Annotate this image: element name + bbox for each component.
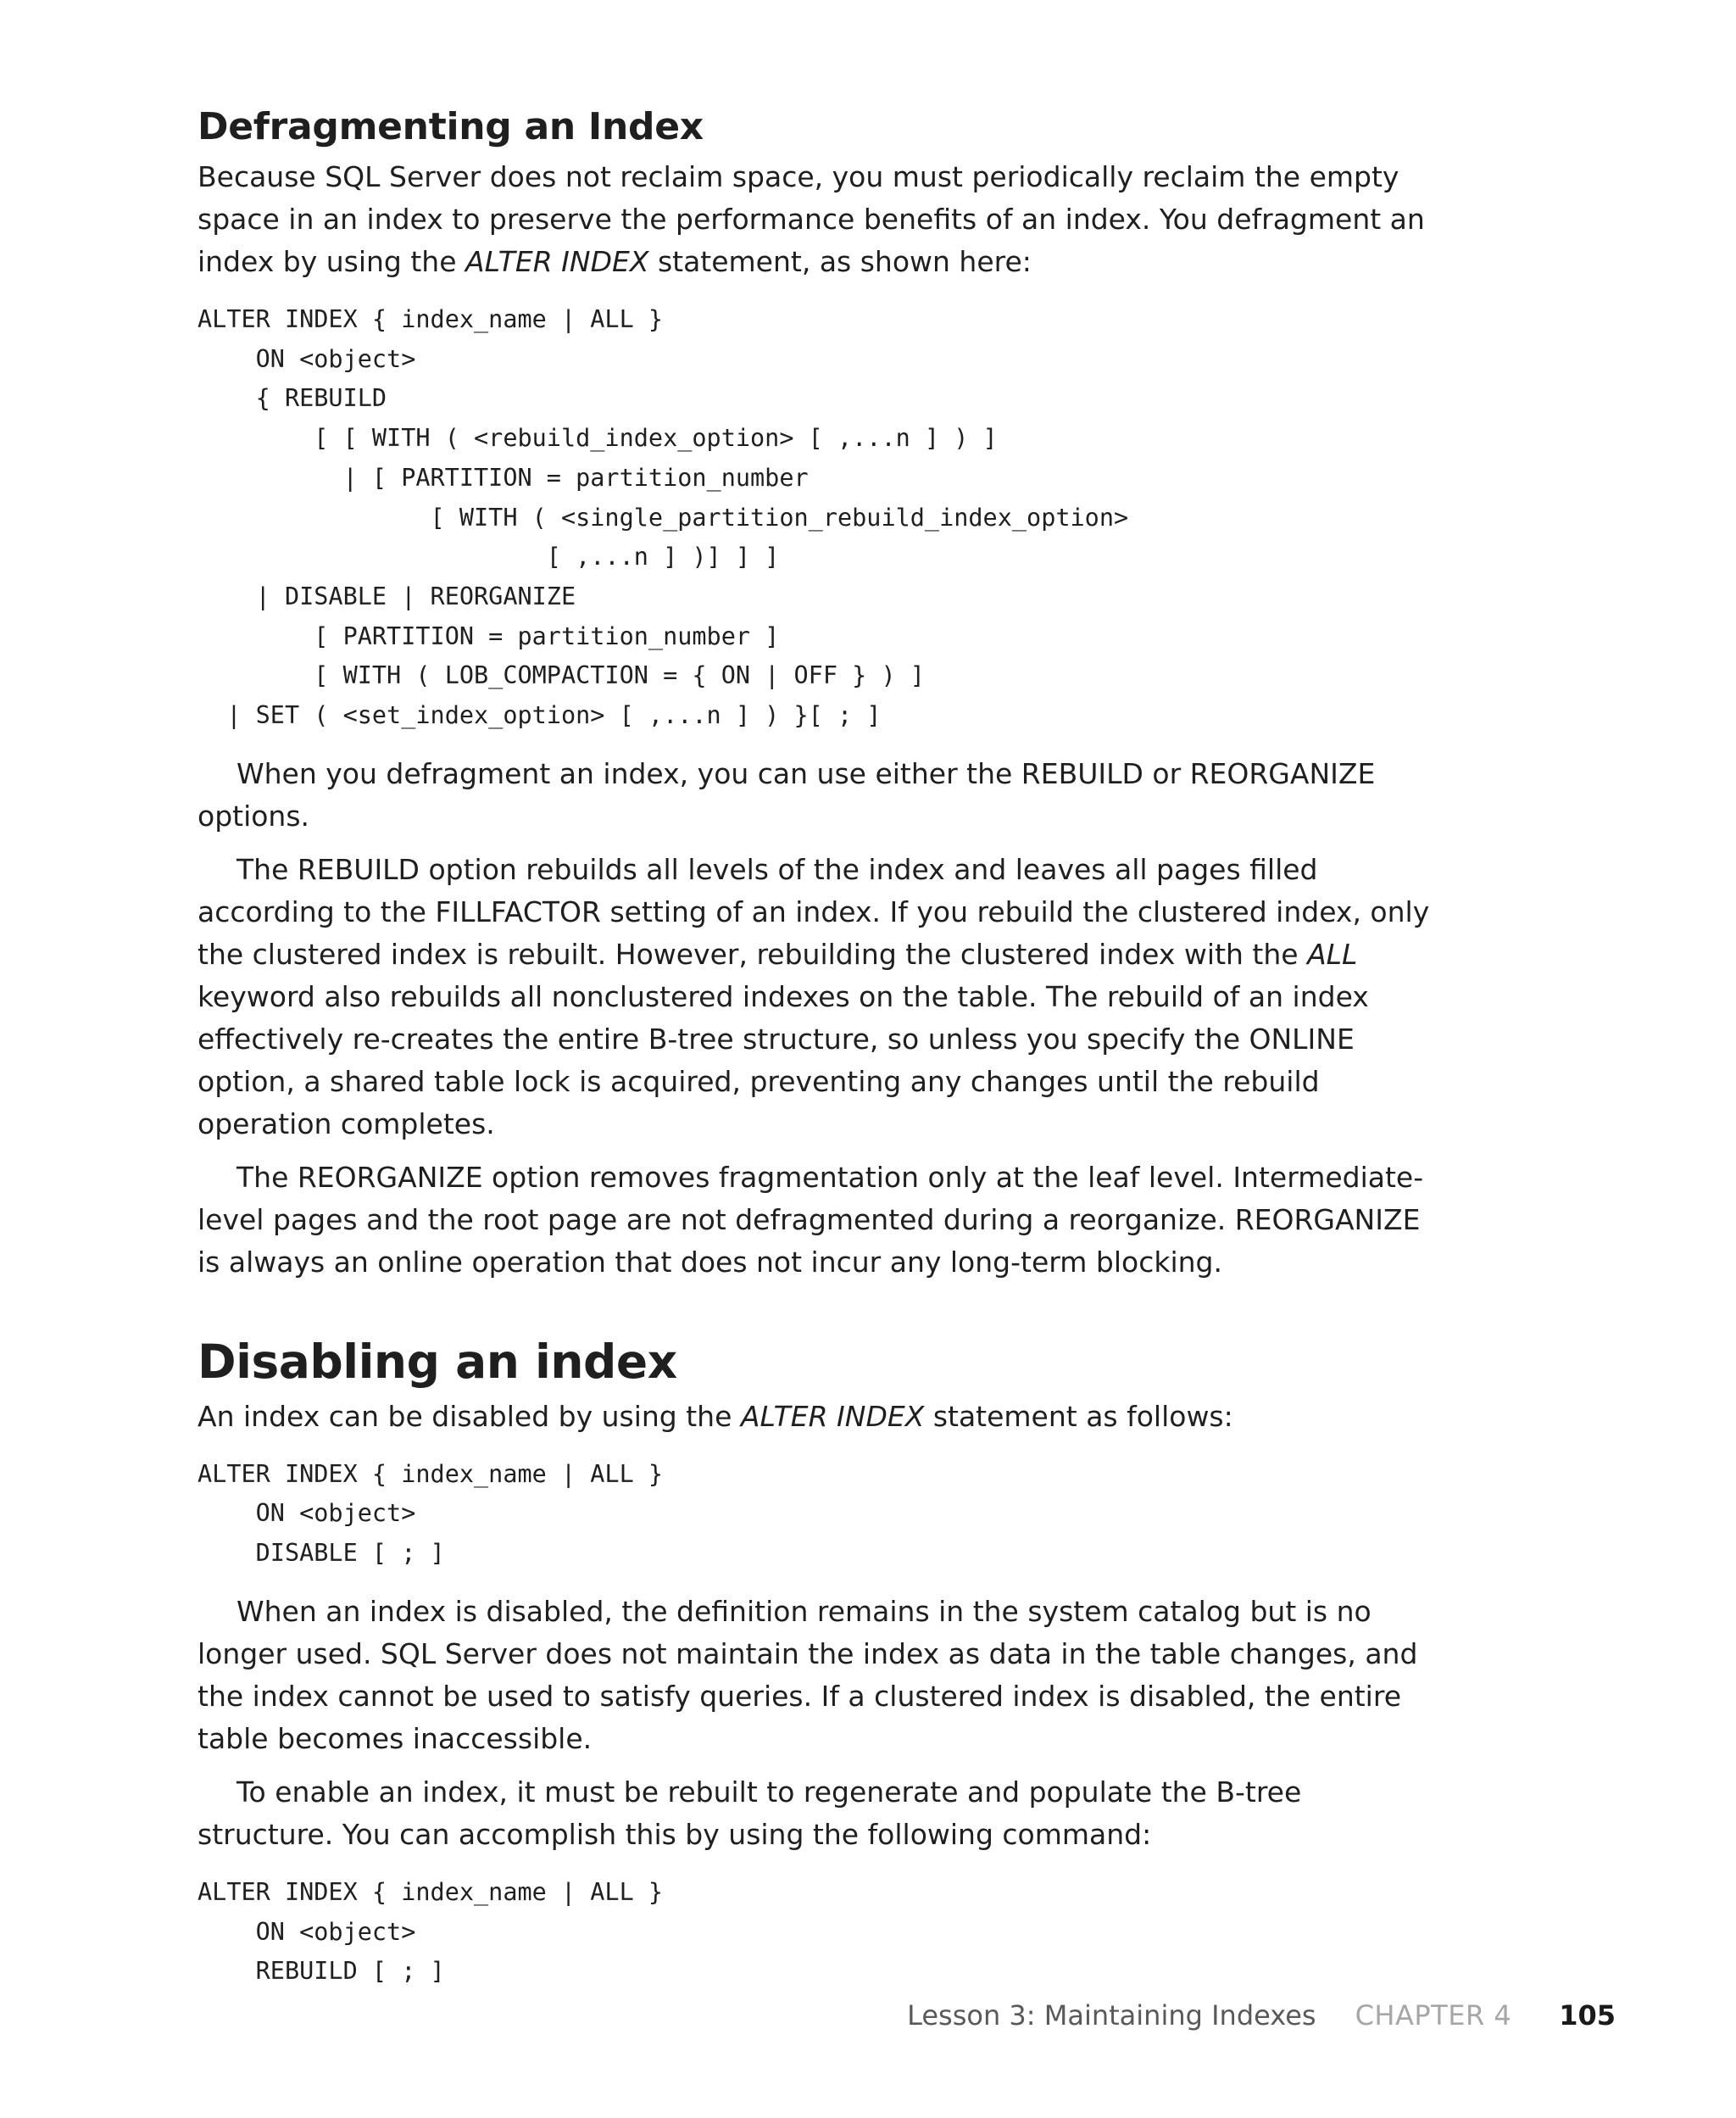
paragraph-reorganize-option: The REORGANIZE option removes fragmentation only at the leaf level. Intermediate-level pages and the root page are not defragmented during a reorganize. REORGANIZE is always an online operation that does not incur any long-term blocking. (198, 1160, 1424, 1279)
paragraph-disabled-index: When an index is disabled, the definition remains in the system catalog but is no longer used. SQL Server does not maintain the index as data in the table changes, and the index cannot be used to satisfy queries. If a clustered index is disabled, the entire table becomes inaccessible. (198, 1594, 1418, 1755)
paragraph-rebuild-option (198, 849, 1444, 1145)
text-run: The REBUILD option rebuilds all levels of the index and leaves all pages filled according to the FILLFACTOR setting of an index. If you rebuild the clustered index, only the clustered index is rebuilt. However, rebuilding the clustered index with the (198, 852, 1430, 971)
code-block-alter-index-syntax: ALTER INDEX { index_name | ALL } ON <object> { REBUILD [ [ WITH ( <rebuild_index_option> [ ,...n ] ) ] | [ PARTITION = partition_number [ WITH ( <single_partition_rebuild_index_option> [ ,...n ] )] ] ] | DISABLE | REORGANIZE [ PARTITION = partition_number ] [ WITH ( LOB_COMPACTION = { ON | OFF } ) ] | SET ( <set_index_option> [ ,...n ] ) }[ ; ] (198, 305, 1129, 730)
emphasis-alter-index: ALTER INDEX (465, 245, 649, 278)
code-block-rebuild-syntax: ALTER INDEX { index_name | ALL } ON <object> REBUILD [ ; ] (198, 1877, 664, 1986)
footer-page-number: 105 (1559, 1999, 1616, 2032)
paragraph-enable-index: To enable an index, it must be rebuilt to regenerate and populate the B-tree structure. You can accomplish this by using the following command: (198, 1775, 1302, 1851)
text-run: statement, as shown here: (648, 245, 1032, 278)
paragraph-rebuild-or-reorganize: When you defragment an index, you can use either the REBUILD or REORGANIZE options. (198, 756, 1376, 833)
page-content (198, 102, 1444, 2009)
footer-chapter-label: CHAPTER 4 (1355, 1999, 1512, 2032)
section-heading-defragmenting: Defragmenting an Index (198, 105, 704, 148)
emphasis-all: ALL (1307, 937, 1358, 971)
footer-lesson-title: Lesson 3: Maintaining Indexes (907, 1999, 1316, 2032)
code-block-disable-syntax: ALTER INDEX { index_name | ALL } ON <object> DISABLE [ ; ] (198, 1459, 664, 1568)
page-footer (907, 1997, 1616, 2034)
section-heading-disabling: Disabling an index (198, 1334, 677, 1389)
text-run: An index can be disabled by using the (198, 1399, 741, 1433)
text-run: keyword also rebuilds all nonclustered indexes on the table. The rebuild of an index effectively re-creates the entire B-tree structure, so unless you specify the ONLINE option, a shared table lock is acquired, preventing any changes until the rebuild operation completes. (198, 979, 1369, 1140)
text-run: Because SQL Server does not reclaim space, you must periodically reclaim the empty space in an index to preserve the performance benefits of an index. You defragment an index by using the (198, 160, 1425, 278)
emphasis-alter-index: ALTER INDEX (740, 1399, 925, 1433)
paragraph-disable-intro (198, 1396, 1444, 1438)
text-run: statement as follows: (924, 1399, 1233, 1433)
paragraph-defragment-intro (198, 156, 1444, 283)
